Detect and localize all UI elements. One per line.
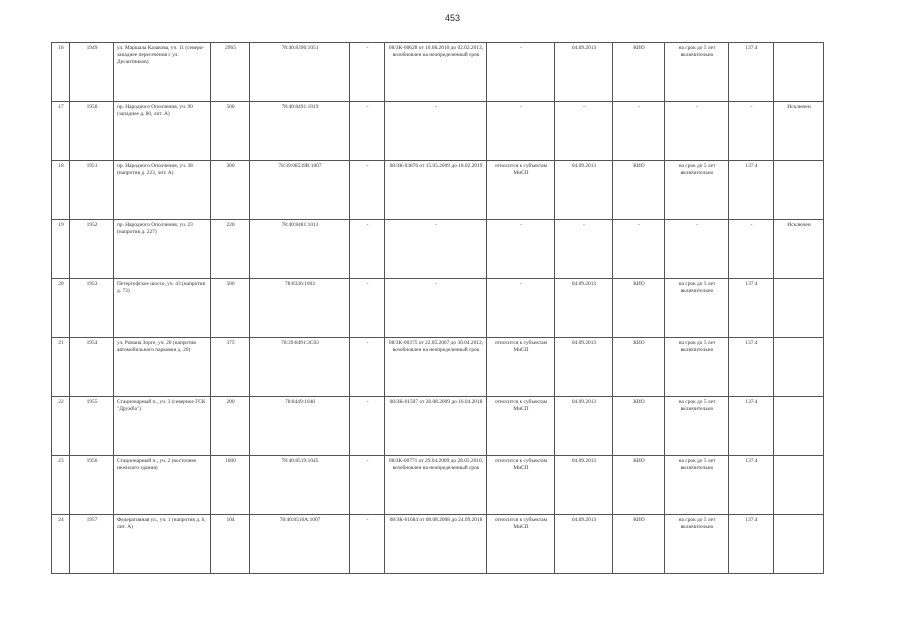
organization-cell: - [613, 102, 665, 161]
date-cell: 04.09.2013 [555, 161, 613, 220]
record-id-cell: 1949 [70, 43, 114, 102]
row-number-cell: 24 [52, 515, 70, 574]
document-cell: - [385, 102, 487, 161]
cadastral-number-cell: 78:8449:1048 [250, 397, 350, 456]
address-cell: ул. Маршала Казакова, уч. 11 (северо-западнее пересечения с ул. Десантников) [114, 43, 211, 102]
code-cell: 137.4 [729, 456, 774, 515]
row-number-cell: 18 [52, 161, 70, 220]
document-cell: 08/ЗК-00771 от 29.04.2009 до 28.05.2010, возобновлен на неопределенный срок [385, 456, 487, 515]
row-number-cell: 19 [52, 220, 70, 279]
record-id-cell: 1950 [70, 102, 114, 161]
code-cell: 137.4 [729, 515, 774, 574]
term-cell: на срок до 5 лет включительно [665, 161, 729, 220]
dash-cell: - [350, 220, 385, 279]
table-row [52, 515, 824, 574]
category-cell: относится к субъектам МиСП [487, 338, 555, 397]
cadastral-number-cell: 78:39:8491:3С03 [250, 338, 350, 397]
document-cell: - [385, 279, 487, 338]
term-cell: на срок до 5 лет включительно [665, 279, 729, 338]
cadastral-number-cell: 78:40:8491:1019 [250, 102, 350, 161]
row-number-cell: 20 [52, 279, 70, 338]
term-cell: на срок до 5 лет включительно [665, 515, 729, 574]
area-cell: 200 [211, 397, 250, 456]
table-row [52, 43, 824, 102]
note-cell [774, 161, 824, 220]
term-cell: на срок до 5 лет включительно [665, 456, 729, 515]
address-cell: ул. Романа Зорге, уч. 20 (напротив автомобильного парковки д. 20) [114, 338, 211, 397]
document-cell: 08/ЗК-00375 от 22.05.2007 до 30.04.2012, возобновлен на неопределенный срок [385, 338, 487, 397]
code-cell: - [729, 102, 774, 161]
address-cell: Стационарный п., уч. 2 (восточнее нежилого здания) [114, 456, 211, 515]
area-cell: 375 [211, 338, 250, 397]
dash-cell: - [350, 338, 385, 397]
note-cell [774, 43, 824, 102]
dash-cell: - [350, 456, 385, 515]
term-cell: - [665, 102, 729, 161]
address-cell: пр. Народного Ополчения, уч. 38 (напротив д. 223, лит. А) [114, 161, 211, 220]
organization-cell: КИО [613, 43, 665, 102]
record-id-cell: 1957 [70, 515, 114, 574]
organization-cell: КИО [613, 515, 665, 574]
area-cell: 300 [211, 161, 250, 220]
address-cell: пр. Народного Ополчения, уч. 23 (напротив д. 227) [114, 220, 211, 279]
table-row [52, 397, 824, 456]
dash-cell: - [350, 102, 385, 161]
area-cell: 1000 [211, 456, 250, 515]
table-row [52, 102, 824, 161]
address-cell: пр. Народного Ополчения, уч. 90 (западнее д. 80, лит. А) [114, 102, 211, 161]
code-cell: 137.4 [729, 338, 774, 397]
record-id-cell: 1952 [70, 220, 114, 279]
address-cell: Петергофское шоссе, уч. 43 (напротив д. 73) [114, 279, 211, 338]
cadastral-number-cell: 78:39:08539В:1007 [250, 161, 350, 220]
note-cell: Исключен [774, 220, 824, 279]
table-row [52, 161, 824, 220]
dash-cell: - [350, 515, 385, 574]
cadastral-number-cell: 78:40:8396:1051 [250, 43, 350, 102]
register-table [51, 42, 824, 574]
document-cell: 08/ЗК-01684 от 08.08.2008 до 24.09.2018 [385, 515, 487, 574]
document-cell: 08/ЗК-00628 от 10.08.2010 до 02.02.2013, возобновлен на неопределенный срок [385, 43, 487, 102]
table-row [52, 338, 824, 397]
code-cell: 137.4 [729, 397, 774, 456]
date-cell: 04.09.2013 [555, 515, 613, 574]
row-number-cell: 21 [52, 338, 70, 397]
category-cell: относится к субъектам МиСП [487, 456, 555, 515]
date-cell: - [555, 220, 613, 279]
term-cell: на срок до 5 лет включительно [665, 43, 729, 102]
document-cell: 08/ЗК-01507 от 28.08.2009 до 16.04.2018 [385, 397, 487, 456]
organization-cell: КИО [613, 338, 665, 397]
code-cell: 137.4 [729, 279, 774, 338]
table-row [52, 220, 824, 279]
category-cell: - [487, 102, 555, 161]
row-number-cell: 17 [52, 102, 70, 161]
record-id-cell: 1951 [70, 161, 114, 220]
row-number-cell: 16 [52, 43, 70, 102]
date-cell: 04.09.2013 [555, 338, 613, 397]
area-cell: 500 [211, 279, 250, 338]
category-cell: - [487, 43, 555, 102]
record-id-cell: 1954 [70, 338, 114, 397]
address-cell: Федеративная ул., уч. 1 (напротив д. 6, лит. А) [114, 515, 211, 574]
document-cell: - [385, 220, 487, 279]
note-cell [774, 515, 824, 574]
date-cell: 04.09.2013 [555, 279, 613, 338]
area-cell: 2965 [211, 43, 250, 102]
code-cell: 137.4 [729, 161, 774, 220]
organization-cell: КИО [613, 456, 665, 515]
cadastral-number-cell: 78:40:8481:1013 [250, 220, 350, 279]
area-cell: 500 [211, 102, 250, 161]
date-cell: 04.09.2013 [555, 397, 613, 456]
area-cell: 104 [211, 515, 250, 574]
term-cell: на срок до 5 лет включительно [665, 338, 729, 397]
table-row [52, 279, 824, 338]
term-cell: - [665, 220, 729, 279]
row-number-cell: 22 [52, 397, 70, 456]
code-cell: 137.4 [729, 43, 774, 102]
category-cell: относится к субъектам МиСП [487, 161, 555, 220]
category-cell: относится к субъектам МиСП [487, 397, 555, 456]
address-cell: Стационарный п., уч. 3 (северное ГСК "Дружба") [114, 397, 211, 456]
date-cell: 04.09.2013 [555, 43, 613, 102]
note-cell [774, 279, 824, 338]
date-cell: - [555, 102, 613, 161]
dash-cell: - [350, 279, 385, 338]
organization-cell: КИО [613, 161, 665, 220]
category-cell: - [487, 279, 555, 338]
organization-cell: - [613, 220, 665, 279]
note-cell [774, 456, 824, 515]
cadastral-number-cell: 78:40:8516А:1007 [250, 515, 350, 574]
note-cell [774, 338, 824, 397]
code-cell: - [729, 220, 774, 279]
record-id-cell: 1956 [70, 456, 114, 515]
date-cell: 04.09.2013 [555, 456, 613, 515]
dash-cell: - [350, 397, 385, 456]
dash-cell: - [350, 161, 385, 220]
category-cell: - [487, 220, 555, 279]
cadastral-number-cell: 78:40:8519:1045 [250, 456, 350, 515]
record-id-cell: 1955 [70, 397, 114, 456]
note-cell [774, 397, 824, 456]
cadastral-number-cell: 78:8336:1003 [250, 279, 350, 338]
term-cell: на срок до 5 лет включительно [665, 397, 729, 456]
organization-cell: КИО [613, 397, 665, 456]
dash-cell: - [350, 43, 385, 102]
area-cell: 220 [211, 220, 250, 279]
row-number-cell: 23 [52, 456, 70, 515]
page-number: 453 [444, 13, 461, 23]
organization-cell: КИО [613, 279, 665, 338]
table-row [52, 456, 824, 515]
category-cell: относится к субъектам МиСП [487, 515, 555, 574]
note-cell: Исключен [774, 102, 824, 161]
record-id-cell: 1953 [70, 279, 114, 338]
document-cell: 08/ЗК-03876 от 15.05.2009 до 18.02.2019 [385, 161, 487, 220]
